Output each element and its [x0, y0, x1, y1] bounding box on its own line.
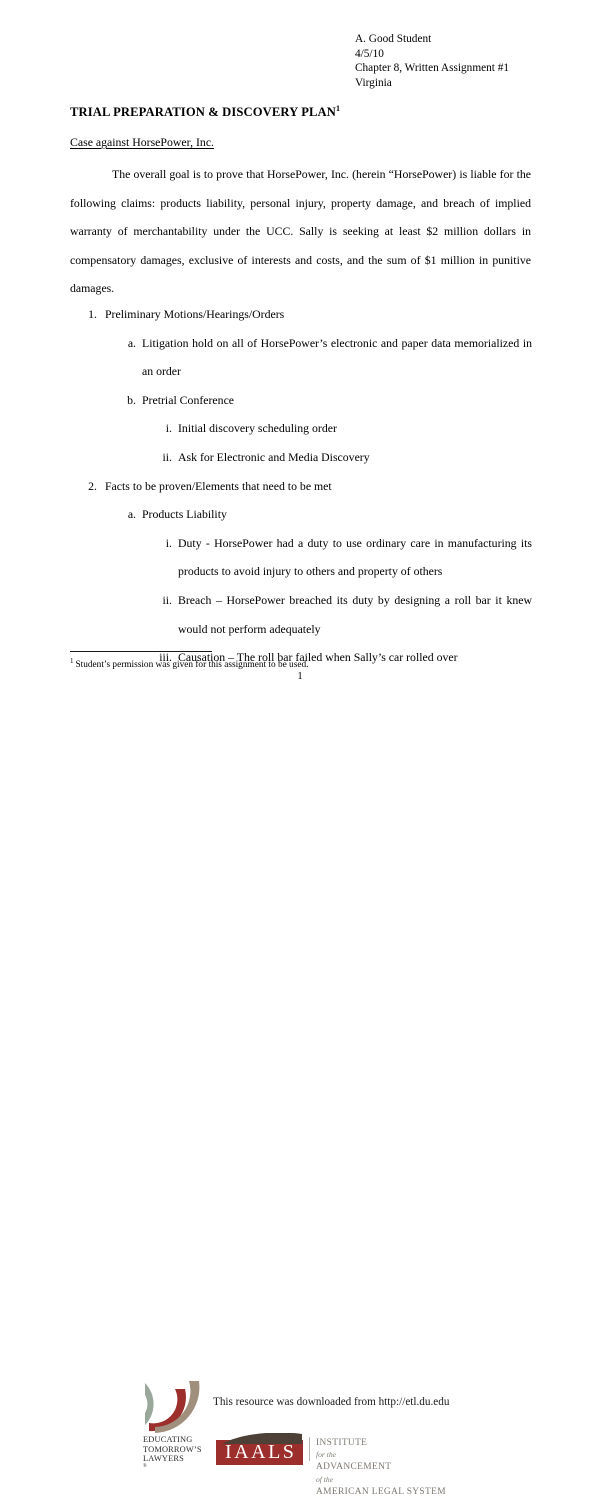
- list-item-text: Ask for Electronic and Media Discovery: [178, 449, 370, 464]
- header-line-assignment: Chapter 8, Written Assignment #1: [355, 62, 510, 75]
- list-item: [70, 329, 532, 386]
- header-line-date: 4/5/10: [355, 47, 384, 60]
- list-marker: i.: [165, 535, 172, 550]
- list-item-text: Facts to be proven/Elements that need to be met: [105, 478, 332, 493]
- iaals-tagline: [316, 1437, 446, 1498]
- list-item-text: Pretrial Conference: [142, 392, 235, 407]
- footnote-separator: [70, 651, 212, 652]
- title-footnote-marker: 1: [336, 103, 341, 113]
- list-item: [70, 300, 532, 329]
- footnote-marker: 1: [70, 656, 74, 665]
- list-item: [70, 443, 532, 472]
- list-marker: b.: [127, 392, 136, 407]
- header-line-name: A. Good Student: [355, 33, 432, 45]
- iaals-tag-ofthe: of the: [316, 1474, 334, 1484]
- list-item: [70, 414, 532, 443]
- page-title-text: TRIAL PREPARATION & DISCOVERY PLAN: [70, 105, 336, 119]
- list-item-text: Breach – HorsePower breached its duty by designing a roll bar it knew would not perform adequately: [178, 592, 532, 636]
- list-item: [70, 586, 532, 643]
- list-item: [70, 386, 532, 415]
- iaals-logo-icon: [216, 1432, 303, 1465]
- list-marker: i.: [165, 421, 172, 436]
- educating-tomorrows-lawyers-logo-icon: [141, 1381, 207, 1433]
- list-item-text: Duty - HorsePower had a duty to use ordinary care in manufacturing its products to avoid injury to others and property of others: [178, 535, 532, 579]
- iaals-tag-institute: INSTITUTE: [316, 1438, 368, 1448]
- iaals-divider: [309, 1437, 310, 1461]
- list-item-text: Preliminary Motions/Hearings/Orders: [105, 307, 285, 321]
- list-marker: ii.: [162, 449, 172, 464]
- etl-word-line3-text: LAWYERS: [143, 1454, 184, 1464]
- iaals-tag-advancement: ADVANCEMENT: [316, 1462, 392, 1473]
- list-marker: ii.: [162, 592, 172, 607]
- etl-trademark: ®: [143, 1463, 147, 1469]
- iaals-tagline-line1: [316, 1437, 446, 1474]
- case-heading: Case against HorsePower, Inc.: [70, 135, 214, 149]
- page-title: [70, 105, 340, 120]
- etl-word-line3: [143, 1454, 215, 1473]
- etl-word-line2: TOMORROW’S: [143, 1444, 202, 1454]
- list-marker: a.: [127, 507, 136, 522]
- iaals-tagline-line2: [316, 1474, 446, 1498]
- etl-wordmark: [143, 1435, 215, 1473]
- list-item-text: Products Liability: [142, 507, 227, 522]
- list-marker: a.: [127, 335, 136, 350]
- list-item-text: Initial discovery scheduling order: [178, 421, 337, 436]
- list-item: [70, 529, 532, 586]
- list-item: [70, 500, 532, 529]
- student-header-block: [355, 32, 509, 90]
- list-marker: 1.: [88, 307, 97, 321]
- download-source-text: This resource was downloaded from http://etl.du.edu: [213, 1396, 450, 1408]
- iaals-letters: IAALS: [225, 1441, 297, 1463]
- footnote-text: Student’s permission was given for this assignment to be used.: [75, 660, 309, 670]
- etl-word-line1: EDUCATING: [143, 1435, 193, 1444]
- list-item-text: Causation – The roll bar failed when Sally’s car rolled over: [178, 650, 458, 665]
- page-number: 1: [297, 671, 303, 682]
- header-line-state: Virginia: [355, 76, 392, 89]
- list-marker: 2.: [88, 478, 97, 493]
- list-item-text: Litigation hold on all of HorsePower’s electronic and paper data memorialized in an order: [142, 335, 532, 379]
- intro-paragraph: The overall goal is to prove that HorsePower, Inc. (herein “HorsePower) is liable for the following claims: products liability, personal injury, property damage, and breach of implied warranty of merchantability under the UCC. Sally is seeking at least $2 million dollars in compensatory damages, exclusive of interests and costs, and the sum of $1 million in punitive damages.: [70, 167, 531, 296]
- outline-list: [70, 300, 532, 672]
- document-footer: [0, 690, 600, 1497]
- iaals-tag-forthe: for the: [316, 1450, 337, 1460]
- iaals-tag-system: AMERICAN LEGAL SYSTEM: [316, 1486, 446, 1497]
- list-marker: iii.: [159, 650, 172, 665]
- list-item: [70, 472, 532, 501]
